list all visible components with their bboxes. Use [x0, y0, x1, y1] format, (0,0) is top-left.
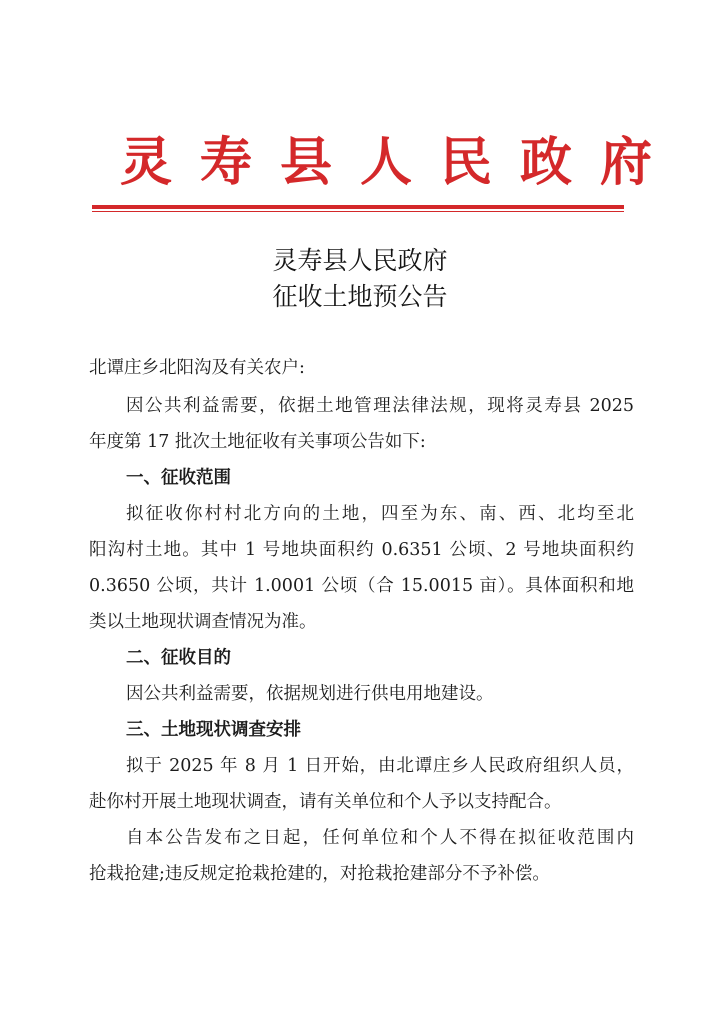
section1-paragraph-line: 类以土地现状调查情况为准。 — [89, 612, 317, 632]
notice-title-line1: 灵寿县人民政府 — [272, 246, 448, 275]
section1-paragraph-line: 拟征收你村村北方向的土地，四至为东、南、西、北均至北 — [126, 504, 634, 524]
section-heading-purpose: 二、征收目的 — [126, 648, 231, 668]
section3-paragraph-line: 赴你村开展土地现状调查，请有关单位和个人予以支持配合。 — [89, 792, 562, 812]
section3-paragraph-line: 抢栽抢建;违反规定抢栽抢建的，对抢栽抢建部分不予补偿。 — [89, 864, 550, 884]
letterhead-rule-thick — [92, 205, 624, 209]
section3-paragraph-line: 自本公告发布之日起，任何单位和个人不得在拟征收范围内 — [126, 828, 634, 848]
section3-paragraph-line: 拟于 2025 年 8 月 1 日开始，由北谭庄乡人民政府组织人员， — [126, 756, 634, 776]
letterhead-rule-thin — [92, 211, 624, 212]
intro-paragraph-line: 年度第 17 批次土地征收有关事项公告如下: — [89, 432, 426, 452]
notice-title-line2: 征收土地预公告 — [272, 282, 448, 311]
section-heading-survey: 三、土地现状调查安排 — [126, 720, 301, 740]
addressee: 北谭庄乡北阳沟及有关农户: — [89, 358, 305, 378]
section1-paragraph-line: 0.3650 公顷，共计 1.0001 公顷（合 15.0015 亩）。具体面积和地 — [89, 576, 634, 596]
section2-paragraph-line: 因公共利益需要，依据规划进行供电用地建设。 — [126, 684, 494, 704]
section-heading-scope: 一、征收范围 — [126, 468, 231, 488]
letterhead-title: 灵寿县人民政府 — [120, 132, 681, 193]
section1-paragraph-line: 阳沟村土地。其中 1 号地块面积约 0.6351 公顷、2 号地块面积约 — [89, 540, 634, 560]
intro-paragraph-line: 因公共利益需要，依据土地管理法律法规，现将灵寿县 2025 — [126, 396, 634, 416]
